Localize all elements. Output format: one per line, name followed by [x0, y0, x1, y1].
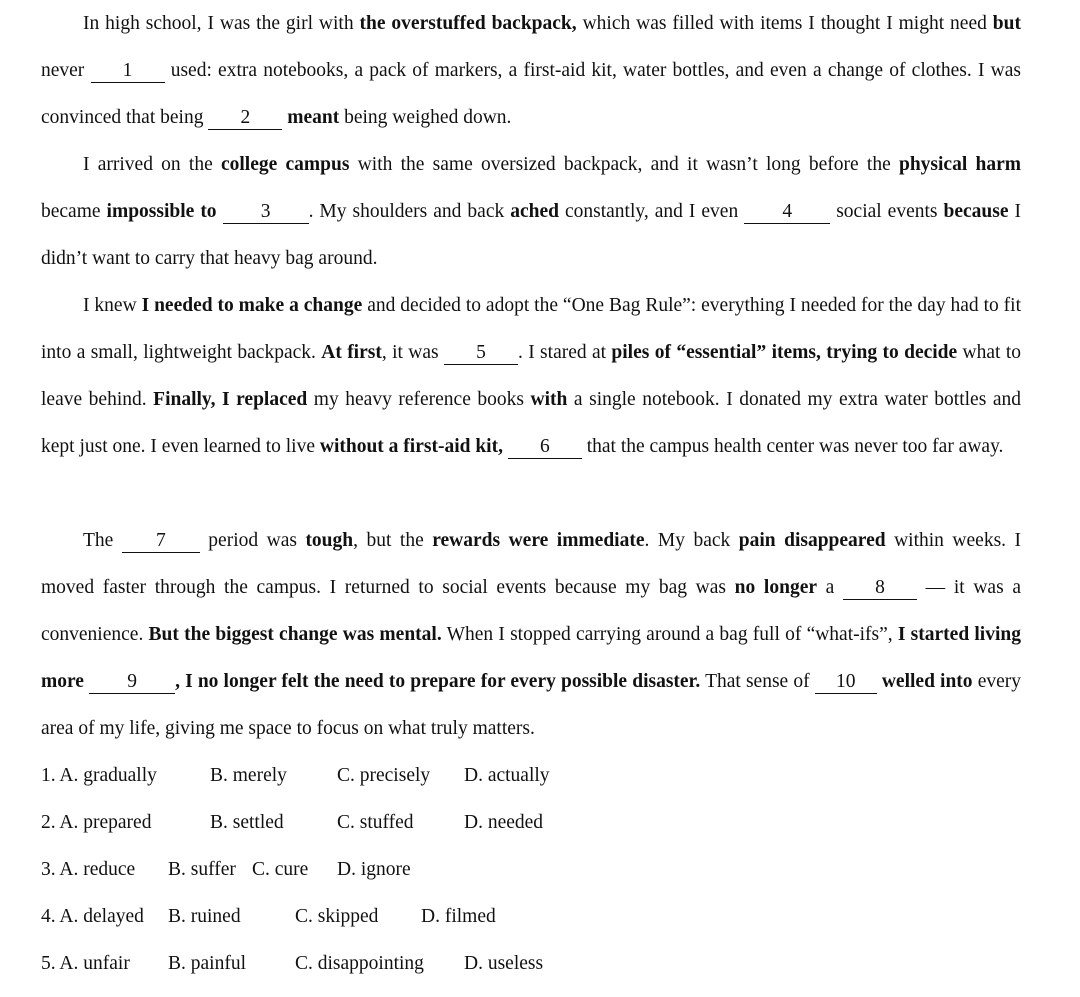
option-3a[interactable]: 3. A. reduce — [41, 859, 136, 880]
options-q3 — [41, 846, 941, 893]
paragraph-2 — [41, 141, 1021, 282]
text: . My back — [644, 530, 739, 551]
option-4c[interactable]: C. skipped — [295, 906, 379, 927]
blank-7: 7 — [122, 530, 200, 553]
text: a single notebook. I donated my extra water bottles and kept just one. I even learned to live — [41, 389, 1021, 457]
bold-phrase: welled into — [881, 671, 973, 692]
option-5b[interactable]: B. painful — [168, 953, 246, 974]
bold-phrase: college campus — [220, 154, 350, 175]
text: a — [817, 577, 844, 598]
option-2c[interactable]: C. stuffed — [337, 812, 414, 833]
options-q5 — [41, 940, 941, 987]
blank-1: 1 — [91, 60, 165, 83]
text: , but the — [353, 530, 433, 551]
bold-phrase: I started living more — [41, 624, 1021, 692]
option-3d[interactable]: D. ignore — [337, 859, 411, 880]
text: When I stopped carrying around a bag full of “what-ifs”, — [441, 624, 898, 645]
options-q4 — [41, 893, 941, 940]
text: That sense of — [700, 671, 815, 692]
text: In high school, I was the girl with — [83, 13, 360, 34]
text: that the campus health center was never too far away. — [581, 436, 1004, 457]
bold-phrase: pain disappeared — [738, 530, 886, 551]
text: I didn’t want to carry that heavy bag around. — [41, 201, 1021, 269]
bold-phrase: , I no longer felt the need to prepare for every possible disaster. — [175, 671, 701, 692]
option-2b[interactable]: B. settled — [210, 812, 284, 833]
option-3c[interactable]: C. cure — [252, 859, 309, 880]
paragraph-3 — [41, 282, 1021, 470]
text: within weeks. I moved faster through the campus. I returned to social events because my bag was — [41, 530, 1022, 598]
text: social events — [830, 201, 944, 222]
bold-phrase: tough — [305, 530, 354, 551]
paragraph-4 — [41, 517, 1021, 752]
option-5d[interactable]: D. useless — [464, 953, 544, 974]
blank-6: 6 — [508, 436, 582, 459]
option-4d[interactable]: D. filmed — [421, 906, 496, 927]
bold-phrase: Finally, I replaced — [153, 389, 308, 410]
bold-phrase: impossible to — [106, 201, 217, 222]
text: being weighed down. — [339, 107, 512, 128]
text: every area of my life, giving me space to focus on what truly matters. — [41, 671, 1021, 739]
blank-2: 2 — [208, 107, 282, 130]
text: with the same oversized backpack, and it wasn’t long before the — [349, 154, 899, 175]
option-5a[interactable]: 5. A. unfair — [41, 953, 130, 974]
option-1a[interactable]: 1. A. gradually — [41, 765, 157, 786]
text: and decided to adopt the “One Bag Rule”: everything I needed for the day had to fit into a small, lightweight backpack. — [41, 295, 1021, 363]
text: I arrived on the — [83, 154, 221, 175]
text: , it was — [381, 342, 444, 363]
bold-phrase: no longer — [734, 577, 818, 598]
blank-8: 8 — [843, 577, 917, 600]
text: used: extra notebooks, a pack of markers, a first-aid kit, water bottles, and even a change of clothes. I was convinced that being — [41, 60, 1021, 128]
bold-phrase: But the biggest change was mental. — [148, 624, 442, 645]
bold-phrase: because — [943, 201, 1009, 222]
bold-phrase: piles of “essential” items, trying to decide — [611, 342, 958, 363]
option-2d[interactable]: D. needed — [464, 812, 544, 833]
option-3b[interactable]: B. suffer — [168, 859, 236, 880]
text: never — [41, 60, 91, 81]
bold-phrase: ached — [510, 201, 559, 222]
text: I knew — [83, 295, 142, 316]
text: The — [83, 530, 122, 551]
bold-phrase: physical harm — [898, 154, 1021, 175]
bold-phrase: without a first-aid kit, — [319, 436, 503, 457]
text: . I stared at — [517, 342, 612, 363]
text: my heavy reference books — [307, 389, 531, 410]
text: which was filled with items I thought I might need — [576, 13, 993, 34]
text: became — [41, 201, 107, 222]
bold-phrase: rewards were immediate — [432, 530, 645, 551]
options-q1 — [41, 752, 941, 799]
bold-phrase: meant — [287, 107, 340, 128]
option-4a[interactable]: 4. A. delayed — [41, 906, 144, 927]
option-4b[interactable]: B. ruined — [168, 906, 241, 927]
blank-9: 9 — [89, 671, 175, 694]
option-1b[interactable]: B. merely — [210, 765, 287, 786]
option-1d[interactable]: D. actually — [464, 765, 550, 786]
blank-5: 5 — [444, 342, 518, 365]
blank-4: 4 — [744, 201, 830, 224]
bold-phrase: I needed to make a change — [141, 295, 363, 316]
answer-options — [41, 752, 941, 987]
text: period was — [199, 530, 306, 551]
options-q2 — [41, 799, 941, 846]
text: constantly, and I even — [558, 201, 745, 222]
option-2a[interactable]: 2. A. prepared — [41, 812, 152, 833]
bold-phrase: the overstuffed backpack, — [359, 13, 577, 34]
paragraph-1 — [41, 0, 1021, 141]
bold-phrase: with — [530, 389, 568, 410]
option-5c[interactable]: C. disappointing — [295, 953, 424, 974]
blank-3: 3 — [223, 201, 309, 224]
option-1c[interactable]: C. precisely — [337, 765, 431, 786]
text: what to leave behind. — [41, 342, 1021, 410]
blank-10: 10 — [815, 671, 877, 694]
bold-phrase: but — [992, 13, 1021, 34]
bold-phrase: At first — [321, 342, 382, 363]
text: — it was a convenience. — [41, 577, 1021, 645]
text: . My shoulders and back — [308, 201, 511, 222]
